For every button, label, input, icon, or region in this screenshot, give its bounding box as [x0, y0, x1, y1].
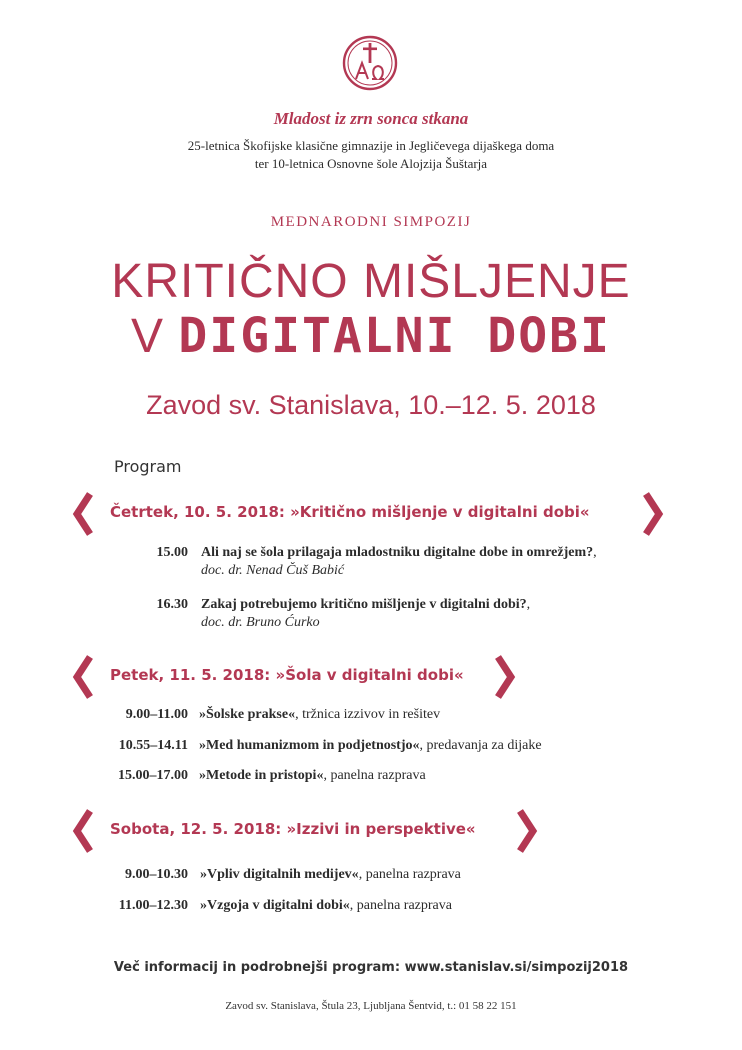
session-time: 15.00	[156, 545, 188, 560]
session-content	[199, 768, 426, 784]
session-time: 9.00–10.30	[125, 867, 188, 882]
title-line-2	[0, 308, 742, 364]
session-suffix: , panelna razprava	[349, 898, 452, 913]
session-title: »Vzgoja v digitalni dobi«	[200, 898, 350, 913]
session-speaker: doc. dr. Nenad Čuš Babić	[201, 563, 345, 578]
more-info-line	[0, 960, 742, 975]
session-suffix: , panelna razprava	[358, 867, 461, 882]
session-suffix: ,	[526, 597, 531, 612]
chevron-left-icon	[72, 490, 94, 538]
session-suffix: , tržnica izzivov in rešitev	[295, 707, 441, 722]
session-time: 11.00–12.30	[118, 898, 188, 913]
day-label: Četrtek, 10. 5. 2018: »Kritično mišljenje v digitalni dobi«	[110, 503, 590, 521]
session-content	[199, 738, 542, 754]
session-time: 15.00–17.00	[118, 768, 188, 783]
program-heading: Program	[114, 457, 182, 476]
more-info-url: www.stanislav.si/simpozij2018	[404, 960, 629, 975]
session-title: Zakaj potrebujemo kritično mišljenje v digitalni dobi?	[201, 597, 527, 612]
session-suffix: ,	[593, 545, 597, 560]
session-time: 10.55–14.11	[118, 738, 188, 753]
chevron-right-icon	[494, 653, 516, 701]
session-content	[200, 898, 452, 914]
chevron-left-icon	[72, 653, 94, 701]
session-speaker: doc. dr. Bruno Ćurko	[201, 615, 320, 630]
session-time: 16.30	[156, 597, 188, 612]
subtitle-line-2: ter 10-letnica Osnovne šole Alojzija Šuštarja	[254, 156, 488, 171]
tagline: Mladost iz zrn sonca stkana	[273, 109, 469, 128]
day-header-saturday	[72, 807, 552, 855]
title-line-2-pixel-text: DIGITALNI DOBI	[178, 308, 611, 364]
session-suffix: , panelna razprava	[323, 768, 426, 783]
footer-address: Zavod sv. Stanislava, Štula 23, Ljubljana Šentvid, t.: 01 58 22 151	[225, 1000, 517, 1012]
session-suffix: , predavanja za dijake	[419, 738, 542, 753]
day-header-thursday	[72, 490, 672, 538]
session-time: 9.00–11.00	[125, 707, 188, 722]
session-title: »Šolske prakse«	[199, 707, 296, 722]
session-title: »Metode in pristopi«	[199, 768, 324, 783]
session-content	[201, 545, 597, 579]
event-kicker: MEDNARODNI SIMPOZIJ	[270, 214, 472, 230]
chevron-right-icon	[516, 807, 538, 855]
more-info-prefix: Več informacij in podrobnejši program:	[113, 960, 405, 975]
venue-dates: Zavod sv. Stanislava, 10.–12. 5. 2018	[146, 390, 596, 420]
session-content	[199, 707, 440, 723]
session-title: Ali naj se šola prilagaja mladostniku digitalne dobe in omrežjem?	[201, 545, 594, 560]
chevron-left-icon	[72, 807, 94, 855]
session-content	[200, 867, 461, 883]
day-label: Petek, 11. 5. 2018: »Šola v digitalni dobi«	[110, 666, 464, 684]
chevron-right-icon	[642, 490, 664, 538]
session-title: »Med humanizmom in podjetnostjo«	[199, 738, 420, 753]
session-content	[201, 597, 530, 631]
subtitle-line-1: 25-letnica Škofijske klasične gimnazije in Jegličevega dijaškega doma	[187, 138, 555, 153]
session-title: »Vpliv digitalnih medijev«	[200, 867, 359, 882]
title-line-2-prefix: V	[131, 310, 165, 363]
day-header-friday	[72, 653, 532, 701]
alpha-omega-cross-seal-icon	[342, 35, 398, 91]
title-line-1: KRITIČNO MIŠLJENJE	[111, 255, 631, 308]
day-label: Sobota, 12. 5. 2018: »Izzivi in perspektive«	[110, 820, 476, 838]
